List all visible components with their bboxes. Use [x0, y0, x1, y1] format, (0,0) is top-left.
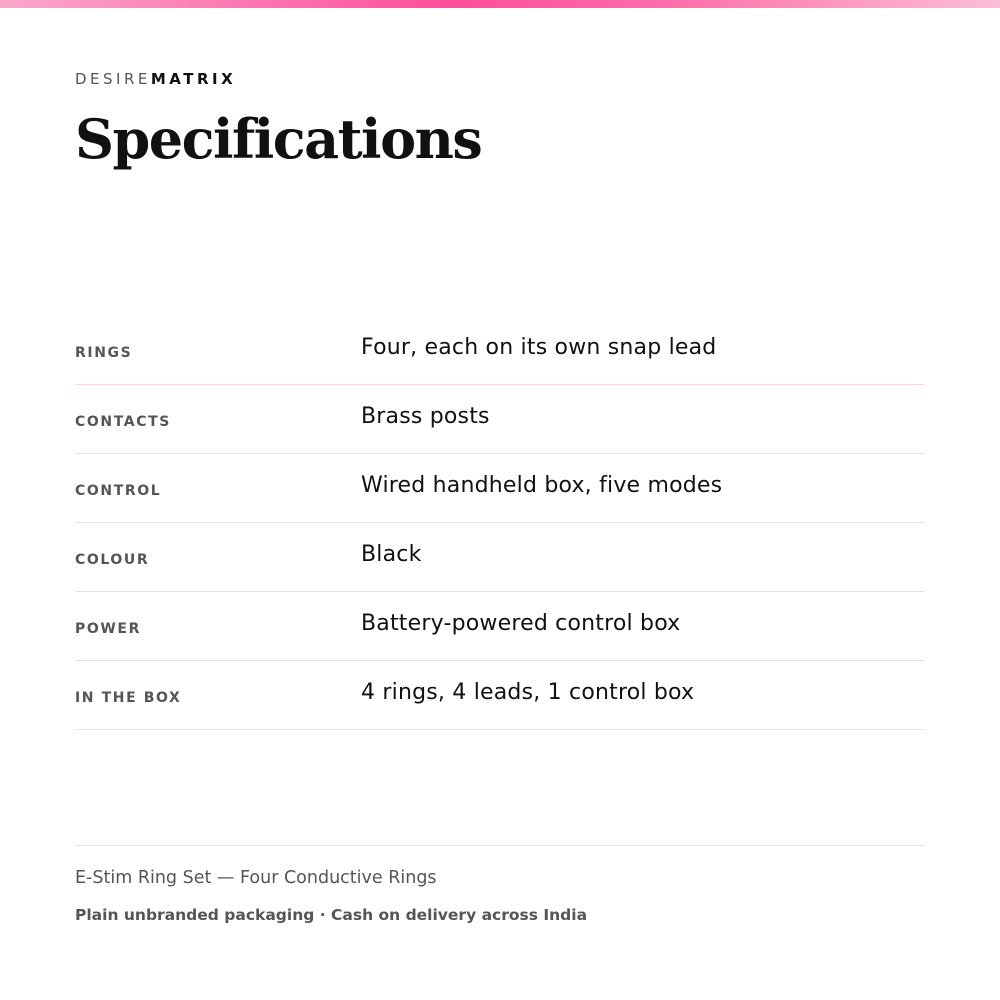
spec-label: CONTACTS	[75, 414, 171, 430]
brand-name-part1: DESIRE	[75, 70, 151, 88]
footer-divider	[75, 845, 925, 846]
specifications-table	[75, 316, 925, 730]
shipping-note: Plain unbranded packaging · Cash on delivery across India	[75, 906, 588, 924]
spec-label: IN THE BOX	[75, 690, 182, 706]
product-name: E-Stim Ring Set — Four Conductive Rings	[75, 868, 437, 888]
spec-label: RINGS	[75, 345, 133, 361]
spec-value: Black	[361, 542, 422, 567]
spec-value: Wired handheld box, five modes	[361, 473, 723, 498]
spec-label: POWER	[75, 621, 141, 637]
spec-label: COLOUR	[75, 552, 150, 568]
spec-row-control	[75, 454, 925, 523]
spec-value: Brass posts	[361, 404, 490, 429]
brand-logo	[75, 70, 236, 88]
spec-row-in-the-box	[75, 661, 925, 730]
spec-value: Battery-powered control box	[361, 611, 681, 636]
accent-top-bar	[0, 0, 1000, 8]
spec-row-power	[75, 592, 925, 661]
spec-row-contacts	[75, 385, 925, 454]
brand-name-part2: MATRIX	[150, 70, 237, 88]
page-title: Specifications	[75, 107, 482, 171]
spec-row-colour	[75, 523, 925, 592]
spec-value: Four, each on its own snap lead	[361, 335, 717, 360]
spec-row-rings	[75, 316, 925, 385]
spec-value: 4 rings, 4 leads, 1 control box	[361, 680, 695, 705]
spec-label: CONTROL	[75, 483, 162, 499]
